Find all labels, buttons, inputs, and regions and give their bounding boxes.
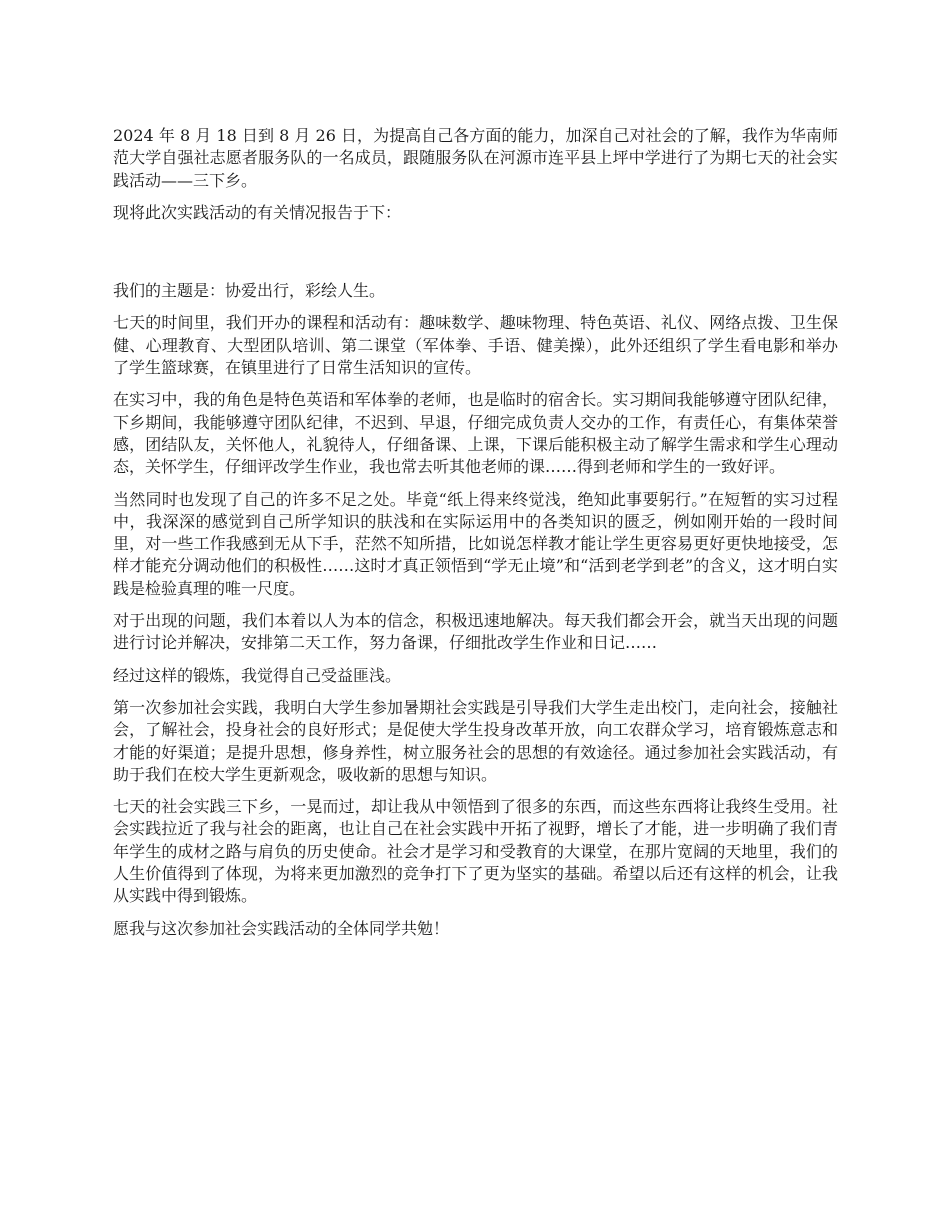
- paragraph-first-practice: 第一次参加社会实践，我明白大学生参加暑期社会实践是引导我们大学生走出校门，走向社会，接触社会，了解社会，投身社会的良好形式；是促使大学生投身改革开放，向工农群众学习，培育锻炼意志和才能的好渠道；是提升思想，修身养性，树立服务社会的思想的有效途径。通过参加社会实践活动，有助于我们在校大学生更新观念，吸收新的思想与知识。: [113, 697, 838, 784]
- paragraph-problem-solving: 对于出现的问题，我们本着以人为本的信念，积极迅速地解决。每天我们都会开会，就当天出现的问题进行讨论并解决，安排第二天工作，努力备课，仔细批改学生作业和日记……: [113, 611, 838, 653]
- paragraph-reflection: 七天的社会实践三下乡，一晃而过，却让我从中领悟到了很多的东西，而这些东西将让我终生受用。社会实践拉近了我与社会的距离，也让自己在社会实践中开拓了视野，增长了才能，进一步明确了我们青年学生的成材之路与肩负的历史使命。社会才是学习和受教育的大课堂，在那片宽阔的天地里，我们的人生价值得到了体现，为将来更加激烈的竞争打下了更为坚实的基础。希望以后还有这样的机会，让我从实践中得到锻炼。: [113, 797, 838, 906]
- paragraph-closing: 愿我与这次参加社会实践活动的全体同学共勉！: [113, 918, 450, 938]
- paragraph-shortcomings: 当然同时也发现了自己的许多不足之处。毕竟“纸上得来终觉浅，绝知此事要躬行。”在短暂的实习过程中，我深深的感觉到自己所学知识的肤浅和在实际运用中的各类知识的匮乏，例如刚开始的一段时间里，对一些工作我感到无从下手，茫然不知所措，比如说怎样教才能让学生更容易更好更快地接受，怎样才能充分调动他们的积极性……这时才真正领悟到“学无止境”和“活到老学到老”的含义，这才明白实践是检验真理的唯一尺度。: [113, 489, 838, 598]
- paragraph-benefit: 经过这样的锻炼，我觉得自己受益匪浅。: [113, 665, 402, 685]
- paragraph-intro: 2024 年 8 月 18 日到 8 月 26 日，为提高自己各方面的能力，加深自己对社会的了解，我作为华南师范大学自强社志愿者服务队的一名成员，跟随服务队在河源市连平县上坪中学进行了为期七天的社会实践活动——三下乡。: [113, 126, 838, 190]
- paragraph-theme: 我们的主题是：协爱出行，彩绘人生。: [113, 281, 386, 301]
- paragraph-role: 在实习中，我的角色是特色英语和军体拳的老师，也是临时的宿舍长。实习期间我能够遵守团队纪律，下乡期间，我能够遵守团队纪律，不迟到、早退，仔细完成负责人交办的工作，有责任心，有集体荣誉感，团结队友，关怀他人，礼貌待人，仔细备课、上课，下课后能积极主动了解学生需求和学生心理动态，关怀学生，仔细评改学生作业，我也常去听其他老师的课……得到老师和学生的一致好评。: [113, 390, 838, 477]
- paragraph-report-lead: 现将此次实践活动的有关情况报告于下：: [113, 202, 402, 222]
- paragraph-courses: 七天的时间里，我们开办的课程和活动有：趣味数学、趣味物理、特色英语、礼仪、网络点拨、卫生保健、心理教育、大型团队培训、第二课堂（军体拳、手语、健美操），此外还组织了学生看电影和举办了学生篮球赛，在镇里进行了日常生活知识的宣传。: [113, 313, 838, 378]
- document-body: [113, 125, 838, 950]
